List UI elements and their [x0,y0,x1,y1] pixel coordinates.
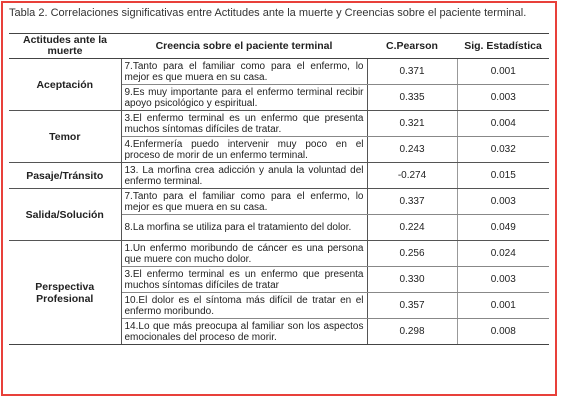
table-row [9,163,549,189]
belief-cell: 14.Lo que más preocupa al familiar son los aspectos emocionales del proceso de morir. [121,319,367,345]
belief-cell: 7.Tanto para el familiar como para el enfermo, lo mejor es que muera en su casa. [121,59,367,85]
group-label-pasaje-transito: Pasaje/Tránsito [9,163,121,189]
belief-cell: 4.Enfermería puedo intervenir muy poco en el proceso de morir de un enfermo terminal. [121,137,367,163]
group-label-salida-solucion: Salida/Solución [9,189,121,241]
belief-cell: 9.Es muy importante para el enfermo terminal recibir apoyo psicológico y espiritual. [121,85,367,111]
belief-cell: 8.La morfina se utiliza para el tratamiento del dolor. [121,215,367,241]
sig-cell: 0.008 [457,319,549,345]
belief-cell: 7.Tanto para el familiar como para el enfermo, lo mejor es que muera en su casa. [121,189,367,215]
pearson-cell: 0.330 [367,267,457,293]
pearson-cell: 0.298 [367,319,457,345]
header-pearson: C.Pearson [367,34,457,59]
pearson-cell: 0.357 [367,293,457,319]
header-attitudes: Actitudes ante la muerte [9,34,121,59]
group-label-perspectiva-profesional: Perspectiva Profesional [9,241,121,345]
pearson-cell: -0.274 [367,163,457,189]
pearson-cell: 0.335 [367,85,457,111]
table-row [9,241,549,267]
sig-cell: 0.032 [457,137,549,163]
table-row [9,111,549,137]
sig-cell: 0.049 [457,215,549,241]
group-label-temor: Temor [9,111,121,163]
sig-cell: 0.004 [457,111,549,137]
header-sig: Sig. Estadística [457,34,549,59]
sig-cell: 0.015 [457,163,549,189]
sig-cell: 0.001 [457,293,549,319]
belief-cell: 1.Un enfermo moribundo de cáncer es una persona que muere con mucho dolor. [121,241,367,267]
pearson-cell: 0.371 [367,59,457,85]
table-caption: Tabla 2. Correlaciones significativas entre Actitudes ante la muerte y Creencias sobre el paciente terminal. [9,7,527,19]
pearson-cell: 0.321 [367,111,457,137]
pearson-cell: 0.224 [367,215,457,241]
table-row [9,59,549,85]
sig-cell: 0.003 [457,267,549,293]
sig-cell: 0.003 [457,85,549,111]
belief-cell: 10.El dolor es el síntoma más difícil de tratar en el enfermo moribundo. [121,293,367,319]
table-row [9,189,549,215]
correlations-table [9,33,549,345]
pearson-cell: 0.337 [367,189,457,215]
belief-cell: 13. La morfina crea adicción y anula la voluntad del enfermo terminal. [121,163,367,189]
sig-cell: 0.024 [457,241,549,267]
pearson-cell: 0.256 [367,241,457,267]
table-figure-frame [1,1,557,396]
pearson-cell: 0.243 [367,137,457,163]
belief-cell: 3.El enfermo terminal es un enfermo que presenta muchos síntomas difíciles de tratar [121,267,367,293]
header-row [9,34,549,59]
sig-cell: 0.003 [457,189,549,215]
belief-cell: 3.El enfermo terminal es un enfermo que presenta muchos síntomas difíciles de tratar. [121,111,367,137]
sig-cell: 0.001 [457,59,549,85]
group-label-aceptacion: Aceptación [9,59,121,111]
header-belief: Creencia sobre el paciente terminal [121,34,367,59]
